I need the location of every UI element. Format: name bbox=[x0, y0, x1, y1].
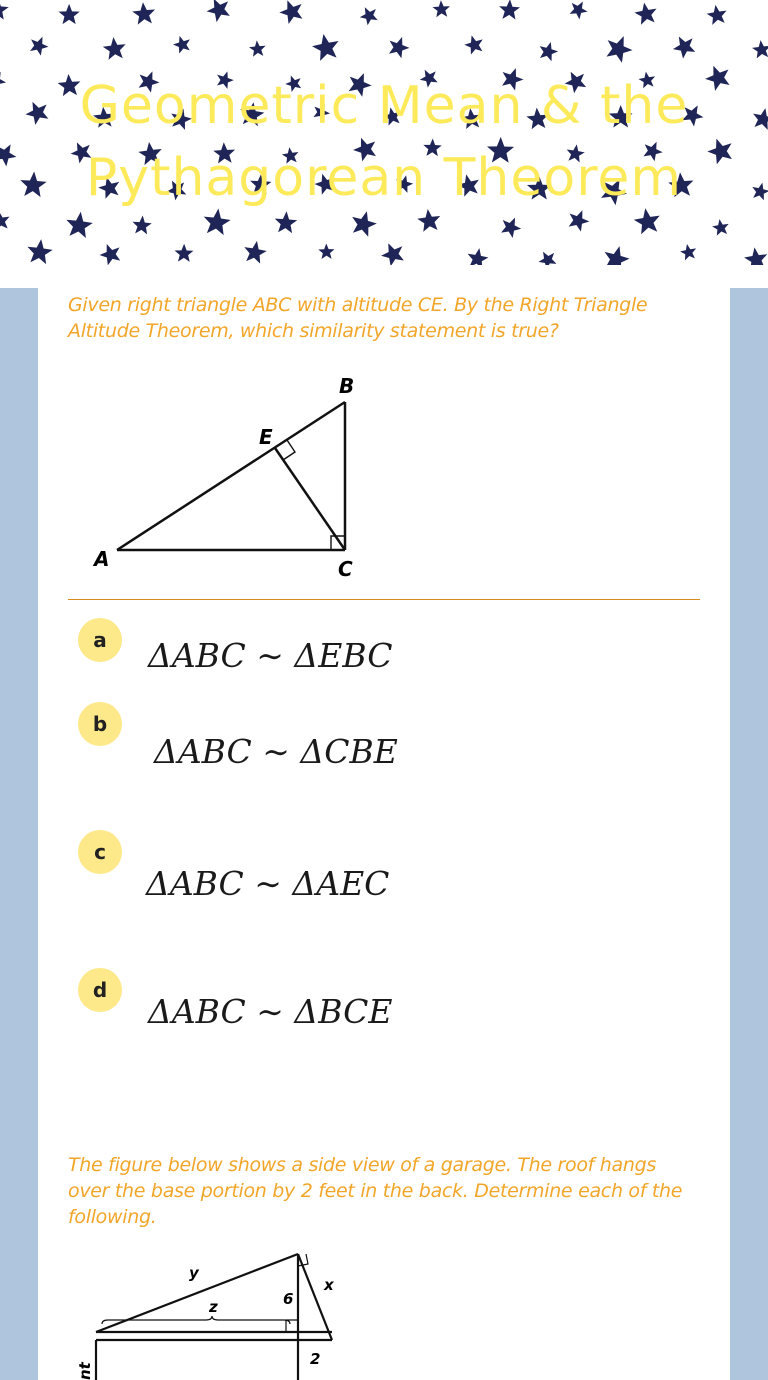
triangle-abc-figure bbox=[80, 368, 380, 588]
choice-a-badge[interactable]: a bbox=[78, 618, 122, 662]
star-icon bbox=[633, 1, 659, 26]
star-icon bbox=[171, 33, 193, 54]
title-line-2: Pythagorean Theorem bbox=[85, 148, 683, 208]
star-icon bbox=[679, 242, 698, 260]
star-icon bbox=[203, 0, 234, 24]
star-icon bbox=[132, 215, 153, 235]
star-icon bbox=[378, 239, 408, 269]
star-icon bbox=[248, 40, 266, 57]
label-e: E bbox=[259, 425, 273, 449]
roof-x-line bbox=[298, 1254, 332, 1340]
choice-b-badge[interactable]: b bbox=[78, 702, 122, 746]
label-side-text: nt bbox=[76, 1362, 94, 1380]
figure-divider bbox=[68, 599, 700, 600]
star-icon bbox=[498, 0, 520, 20]
star-icon bbox=[318, 243, 334, 259]
title-line-1: Geometric Mean & the bbox=[79, 76, 689, 136]
star-icon bbox=[174, 244, 193, 262]
star-icon bbox=[310, 31, 341, 61]
star-icon bbox=[26, 238, 54, 265]
header-banner bbox=[0, 0, 768, 265]
label-b: B bbox=[339, 374, 355, 398]
star-icon bbox=[0, 0, 9, 20]
star-icon bbox=[132, 1, 157, 25]
star-icon bbox=[567, 0, 591, 21]
star-icon bbox=[64, 210, 94, 238]
choice-c-formula[interactable]: ΔABC ∼ ΔAEC bbox=[146, 864, 390, 903]
right-angle-marker-e bbox=[283, 440, 295, 460]
star-icon bbox=[669, 31, 699, 61]
choice-b-formula[interactable]: ΔABC ∼ ΔCBE bbox=[154, 732, 398, 771]
star-icon bbox=[498, 213, 525, 239]
star-icon bbox=[97, 240, 124, 267]
choice-a-formula[interactable]: ΔABC ∼ ΔEBC bbox=[148, 636, 393, 675]
star-icon bbox=[385, 33, 412, 59]
star-icon bbox=[242, 239, 268, 264]
star-icon bbox=[102, 36, 127, 60]
z-brace bbox=[102, 1316, 290, 1324]
choice-d-badge[interactable]: d bbox=[78, 968, 122, 1012]
altitude-ce bbox=[275, 448, 345, 550]
star-icon bbox=[602, 31, 636, 65]
star-icon bbox=[705, 3, 728, 25]
label-z: z bbox=[209, 1298, 218, 1316]
label-a: A bbox=[94, 547, 110, 571]
label-y: y bbox=[189, 1264, 199, 1282]
side-ab bbox=[117, 402, 345, 550]
garage-figure bbox=[78, 1246, 398, 1380]
question-2-prompt: The figure below shows a side view of a garage. The roof hangs over the base portion by 2 feet in the back. Determine each of the following. bbox=[68, 1154, 683, 1228]
choice-d-formula[interactable]: ΔABC ∼ ΔBCE bbox=[148, 992, 393, 1031]
choice-c-badge[interactable]: c bbox=[78, 830, 122, 874]
star-icon bbox=[357, 3, 381, 27]
page-title bbox=[0, 70, 768, 214]
header-divider-strip bbox=[0, 265, 768, 288]
label-x: x bbox=[324, 1276, 334, 1294]
star-icon bbox=[711, 218, 730, 236]
label-6: 6 bbox=[283, 1290, 294, 1308]
star-icon bbox=[432, 0, 450, 17]
star-icon bbox=[751, 39, 768, 59]
star-icon bbox=[27, 33, 51, 57]
choice-b[interactable] bbox=[78, 702, 638, 771]
right-angle-marker-bottom bbox=[286, 1320, 298, 1332]
choice-d[interactable] bbox=[78, 968, 638, 1031]
star-icon bbox=[58, 4, 79, 24]
star-icon bbox=[537, 39, 561, 62]
label-c: C bbox=[338, 557, 353, 581]
question-1-prompt: Given right triangle ABC with altitude CE. By the Right Triangle Altitude Theorem, which similarity statement is true? bbox=[68, 294, 648, 342]
choice-a[interactable] bbox=[78, 618, 638, 678]
worksheet-panel bbox=[38, 288, 730, 1380]
star-icon bbox=[462, 33, 485, 56]
choice-c[interactable] bbox=[78, 830, 638, 903]
star-icon bbox=[276, 0, 306, 26]
label-2: 2 bbox=[310, 1350, 321, 1368]
